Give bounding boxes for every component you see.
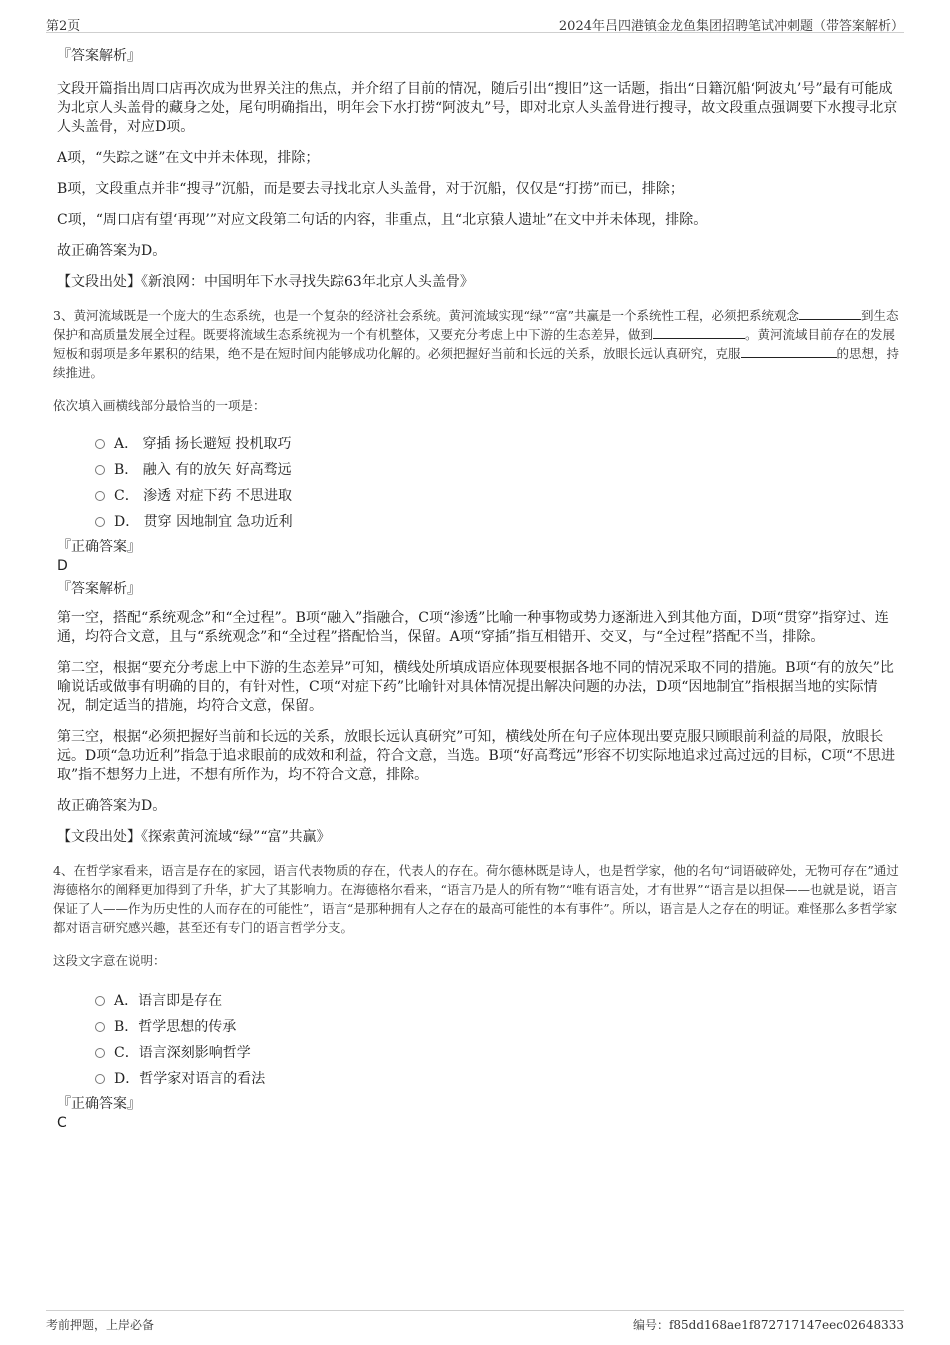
q2-analysis-para: C项，“周口店有望‘再现’”对应文段第二句话的内容，非重点，且“北京猿人遗址”在文中并未体现，排除。	[57, 212, 708, 228]
footer-slogan: 考前押题，上岸必备	[46, 1318, 155, 1332]
q3-analysis-para: 第一空，搭配“系统观念”和“全过程”。B项“融入”指融合，C项“渗透”比喻一种事物或势力逐渐进入到其他方面，D项“贯穿”指穿过、连通，均符合文意，且与“系统观念”和“全过程”搭配恰当，保留。A项“穿插”指互相错开、交叉，与“全过程”搭配不当，排除。	[57, 610, 889, 645]
q3-prompt: 依次填入画横线部分最恰当的一项是：	[53, 398, 266, 413]
q2-analysis-para: A项，“失踪之谜”在文中并未体现，排除；	[57, 150, 320, 166]
q2-source: 【文段出处】《新浪网：中国明年下水寻找失踪63年北京人头盖骨》	[57, 274, 474, 290]
q3-text-part: 。黄河流域目前存在的发展短板和弱项是多年累积的结果，绝不是在短时间内能够成功化解的。必须把握好当前和长远的关系，放眼长远认真研究，克服	[53, 327, 896, 361]
q2-analysis-label: 『答案解析』	[57, 48, 141, 64]
page-number: 第2页	[46, 19, 81, 34]
q4-option-c[interactable]: C．语言深刻影响哲学	[95, 1040, 900, 1066]
q3-blank-2	[653, 325, 745, 339]
q3-text-part: 3、黄河流域既是一个庞大的生态系统，也是一个复杂的经济社会系统。黄河流域实现“绿”“富”共赢是一个系统性工程，必须把系统观念	[53, 308, 800, 323]
q3-option-c[interactable]: C． 渗透 对症下药 不思进取	[95, 483, 900, 509]
page-header	[46, 12, 904, 33]
q2-analysis-para: 文段开篇指出周口店再次成为世界关注的焦点，并介绍了目前的情况，随后引出“搜旧”这一话题，指出“日籍沉船‘阿波丸’号”最有可能成为北京人头盖骨的藏身之处，尾句明确指出，明年会下水打捞“阿波丸”号，即对北京人头盖骨进行搜寻，故文段重点强调要下水搜寻北京人头盖骨，对应D项。	[57, 81, 898, 135]
document-title: 2024年吕四港镇金龙鱼集团招聘笔试冲刺题（带答案解析）	[558, 19, 904, 34]
q3-option-d[interactable]: D． 贯穿 因地制宜 急功近利	[95, 509, 900, 535]
q4-question-text: 4、在哲学家看来，语言是存在的家园，语言代表物质的存在，代表人的存在。荷尔德林既是诗人，也是哲学家，他的名句“词语破碎处，无物可存在”通过海德格尔的阐释更加得到了升华，扩大了其影响力。在海德格尔看来，“语言乃是人的所有物”“唯有语言处，才有世界”“语言是以担保——也就是说，语言保证了人——作为历史性的人而存在的可能性”，语言“是那种拥有人之存在的最高可能性的本有事件”。所以，语言是人之存在的明证。难怪那么多哲学家都对语言研究感兴趣，甚至还有专门的语言哲学分支。	[53, 863, 899, 935]
q4-option-d[interactable]: D．哲学家对语言的看法	[95, 1066, 900, 1092]
q3-options	[57, 431, 900, 535]
radio-icon[interactable]	[95, 996, 105, 1006]
radio-icon[interactable]	[95, 1022, 105, 1032]
q3-blank-3	[741, 344, 837, 358]
q4-option-a[interactable]: A．语言即是存在	[95, 988, 900, 1014]
q3-analysis-label: 『答案解析』	[57, 581, 141, 597]
q3-source: 【文段出处】《探索黄河流域“绿”“富”共赢》	[57, 829, 331, 845]
q4-answer-label: 『正确答案』	[57, 1096, 141, 1112]
radio-icon[interactable]	[95, 465, 105, 475]
radio-icon[interactable]	[95, 1074, 105, 1084]
q4-options	[57, 988, 900, 1092]
q3-blank-1	[799, 306, 861, 320]
document-id: 编号：f85dd168ae1f872717147eec02648333	[632, 1318, 904, 1332]
q3-answer: D	[57, 558, 68, 574]
q3-answer-label: 『正确答案』	[57, 539, 141, 555]
q3-analysis-para: 第三空，根据“必须把握好当前和长远的关系，放眼长远认真研究”可知，横线处所在句子应体现出要克服只顾眼前利益的局限，放眼长远。D项“急功近利”指急于追求眼前的成效和利益，符合文意，当选。B项“好高骛远”形容不切实际地追求过高过远的目标，C项“不思进取”指不想努力上进，不想有所作为，均不符合文意，排除。	[57, 729, 896, 783]
q3-question-text	[53, 306, 900, 382]
radio-icon[interactable]	[95, 491, 105, 501]
q3-text-part: 到生态保护和高质量发展全过程。既要将流域生态系统视为一个有机整体，又要充分考虑上中下游的生态差异，做到	[53, 308, 899, 342]
radio-icon[interactable]	[95, 439, 105, 449]
q2-analysis-para: 故正确答案为D。	[57, 243, 167, 259]
radio-icon[interactable]	[95, 517, 105, 527]
q3-option-b[interactable]: B． 融入 有的放矢 好高骛远	[95, 457, 900, 483]
q4-answer: C	[57, 1115, 67, 1131]
q3-analysis-para: 故正确答案为D。	[57, 798, 167, 814]
page-content	[53, 46, 900, 1132]
q3-analysis-para: 第二空，根据“要充分考虑上中下游的生态差异”可知，横线处所填成语应体现要根据各地不同的情况采取不同的措施。B项“有的放矢”比喻说话或做事有明确的目的，有针对性，C项“对症下药”比喻针对具体情况提出解决问题的办法，D项“因地制宜”指根据当地的实际情况，制定适当的措施，均符合文意，保留。	[57, 660, 894, 714]
q3-text-part: 的思想，持续推进。	[53, 346, 900, 380]
q3-option-a[interactable]: A． 穿插 扬长避短 投机取巧	[95, 431, 900, 457]
q2-analysis-para: B项，文段重点并非“搜寻”沉船，而是要去寻找北京人头盖骨，对于沉船，仅仅是“打捞”而已，排除；	[57, 181, 684, 197]
q4-option-b[interactable]: B．哲学思想的传承	[95, 1014, 900, 1040]
radio-icon[interactable]	[95, 1048, 105, 1058]
page-footer	[46, 1310, 904, 1333]
q4-prompt: 这段文字意在说明：	[53, 953, 166, 968]
